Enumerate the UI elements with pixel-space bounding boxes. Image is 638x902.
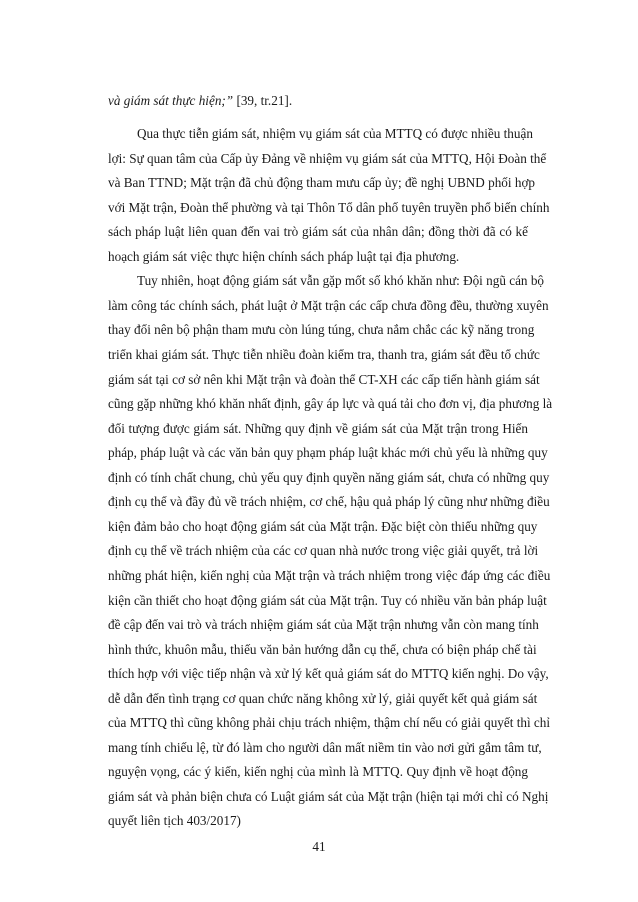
paragraph-2-line-9: định có tính chất chung, chủ yếu quy định quyền năng giám sát, chưa có những quy [108,469,550,485]
paragraph-2-line-17: thích hợp với việc tiếp nhận và xử lý kết quả giám sát do MTTQ kiến nghị. Do vậy, [108,666,549,682]
paragraph-2-line-10: định cụ thể và đầy đủ về trách nhiệm, cơ chế, hậu quả pháp lý cũng như những điều [108,494,550,510]
quote-text: và giám sát thực hiện;” [108,93,234,108]
paragraph-2-line-6: cũng gặp những khó khăn nhất định, gây áp lực và quá tải cho đơn vị, địa phương là [108,396,553,412]
paragraph-2-line-16: hình thức, khuôn mẫu, thiếu văn bản hướng dẫn cụ thể, chưa có biện pháp chế tài [108,641,537,657]
paragraph-2-line-13: những phát hiện, kiến nghị của Mặt trận và trách nhiệm trong việc đáp ứng các điều [108,567,551,583]
paragraph-2-line-11: kiện đảm bảo cho hoạt động giám sát của Mặt trận. Đặc biệt còn thiếu những quy [108,518,538,534]
paragraph-2-line-12: định cụ thể về trách nhiệm của các cơ quan nhà nước trong việc giải quyết, trả lời [108,543,539,559]
paragraph-1-line-1: Qua thực tiễn giám sát, nhiệm vụ giám sát của MTTQ có được nhiều thuận [137,126,533,141]
paragraph-2-line-4: triển khai giám sát. Thực tiễn nhiều đoàn kiểm tra, thanh tra, giám sát đều tổ chức [108,347,540,362]
paragraph-2-line-15: đề cập đến vai trò và trách nhiệm giám sát của Mặt trận nhưng vẫn còn mang tính [108,617,539,632]
paragraph-2-line-1: Tuy nhiên, hoạt động giám sát vẫn gặp mốt số khó khăn như: Đội ngũ cán bộ [137,273,545,289]
paragraph-1-line-3: và Ban TTND; Mặt trận đã chủ động tham mưu cấp ủy; đề nghị UBND phối hợp [108,175,536,191]
paragraph-2-line-19: của MTTQ thì cũng không phải chịu trách nhiệm, thậm chí nếu có giải quyết thì chỉ [108,715,551,731]
paragraph-2-line-20: mang tính chiếu lệ, từ đó làm cho người dân mất niềm tin vào nơi gửi gắm tâm tư, [108,739,542,755]
paragraph-2-line-3: thay đổi nên bộ phận tham mưu còn lúng túng, chưa nắm chắc các kỹ năng trong [108,322,535,338]
paragraph-1-line-5: sách pháp luật liên quan đến vai trò giám sát của nhân dân; đồng thời đã có kế [108,224,528,240]
citation-text: [39, tr.21]. [233,93,293,108]
paragraph-2-line-2: làm công tác chính sách, phát luật ở Mặt trận các cấp chưa đồng đều, thường xuyên [108,297,549,313]
paragraph-2-line-18: dễ dẫn đến tình trạng cơ quan chức năng không xử lý, giải quyết kết quả giám sát [108,690,538,706]
paragraph-2-line-8: pháp, pháp luật và các văn bản quy phạm pháp luật khác mới chủ yếu là những quy [108,445,548,461]
paragraph-2-line-14: kiện cần thiết cho hoạt động giám sát của Mặt trận. Tuy có nhiều văn bản pháp luật [108,592,547,608]
paragraph-2-line-23: quyết liên tịch 403/2017) [108,813,241,829]
quote-continuation-line [108,93,528,109]
paragraph-1-line-4: với Mặt trận, Đoàn thể phường và tại Thôn Tổ dân phố tuyên truyền phổ biến chính [108,199,550,215]
page-number: 41 [312,839,326,854]
paragraph-1-line-6: hoạch giám sát việc thực hiện chính sách pháp luật tại địa phương. [108,248,460,264]
paragraph-1-line-2: lợi: Sự quan tâm của Cấp ủy Đảng về nhiệm vụ giám sát của MTTQ, Hội Đoàn thể [108,150,547,166]
paragraph-2-line-22: giám sát và phản biện chưa có Luật giám sát của Mặt trận (hiện tại mới chỉ có Nghị [108,788,549,804]
paragraph-2-line-7: đối tượng được giám sát. Những quy định về giám sát của Mặt trận trong Hiến [108,420,528,436]
paragraph-2-line-21: nguyện vọng, các ý kiến, kiến nghị của mình là MTTQ. Quy định về hoạt động [108,764,528,780]
paragraph-2-line-5: giám sát tại cơ sở nên khi Mặt trận và đoàn thể CT-XH các cấp tiến hành giám sát [108,371,540,387]
